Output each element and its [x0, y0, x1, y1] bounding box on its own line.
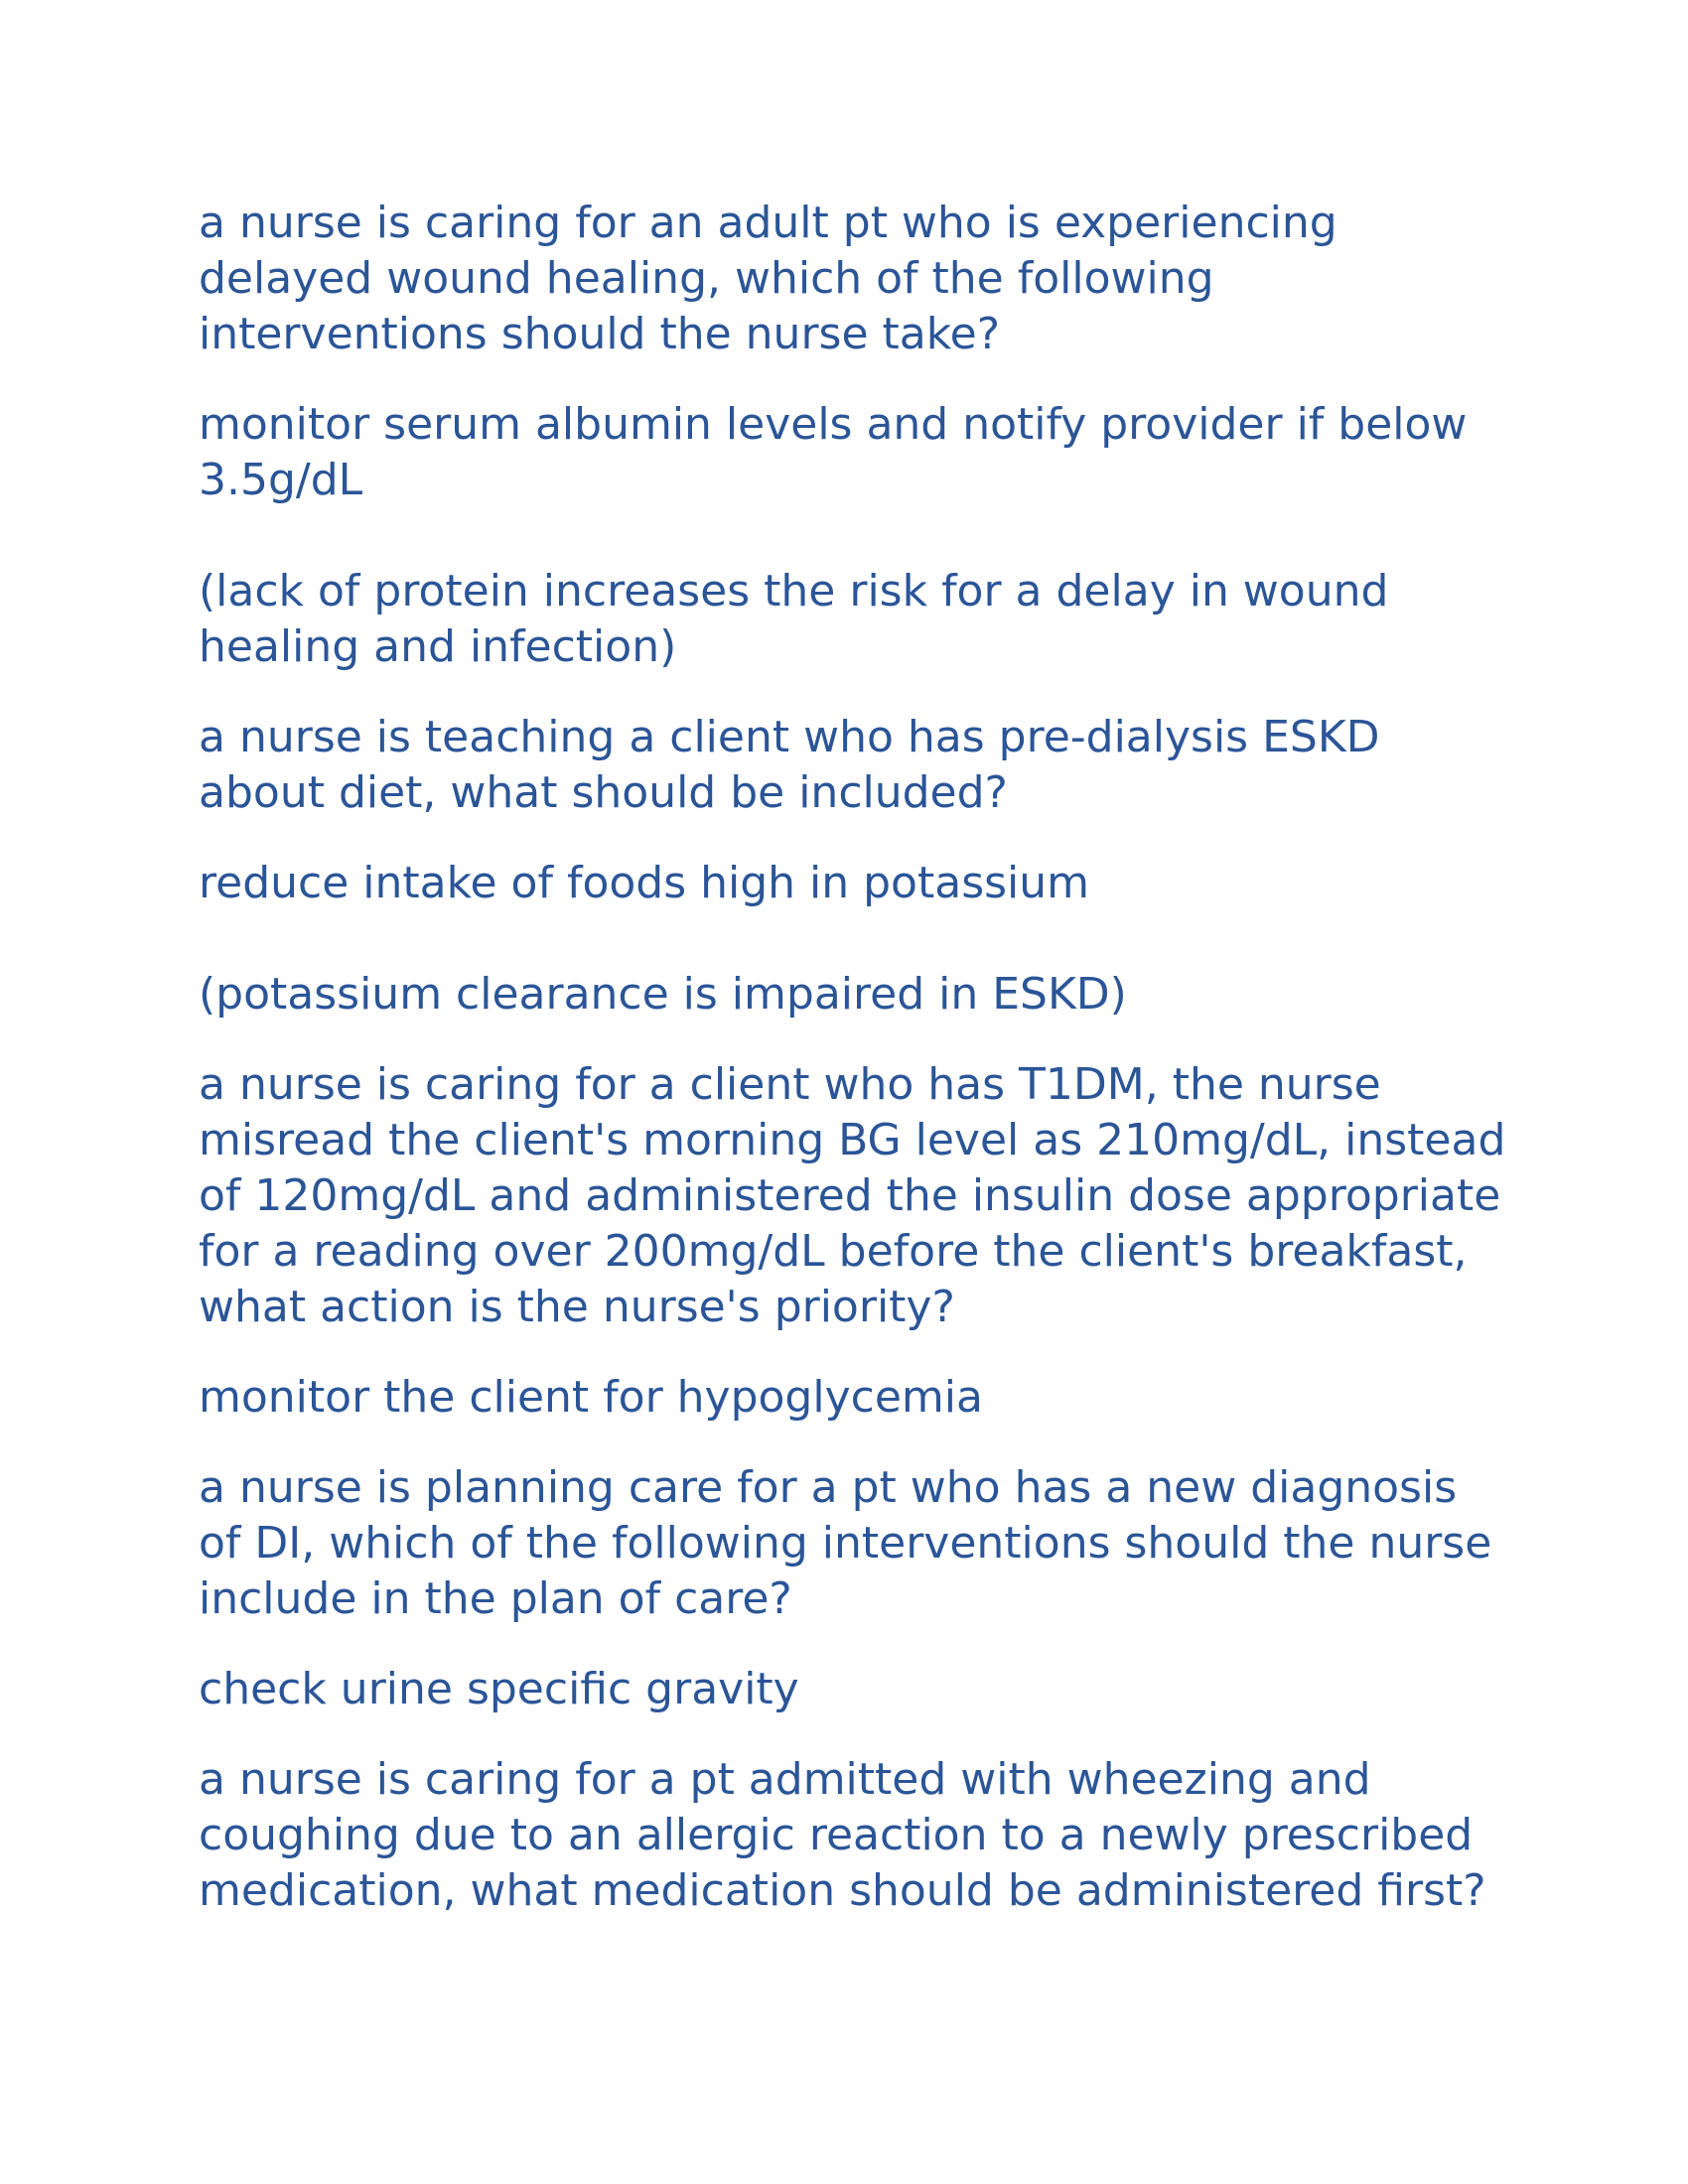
answer-1: monitor serum albumin levels and notify provider if below 3.5g/dL: [199, 399, 1468, 505]
question-3: a nurse is caring for a client who has T1DM, the nurse misread the client's morning BG level as 210mg/dL, instead of 120mg/dL and administered the insulin dose appropriate for a reading over 200mg/dL before the client's breakfast, what action is the nurse's priority?: [199, 1059, 1506, 1332]
answer-4: check urine specific gravity: [199, 1664, 799, 1714]
question-2: a nurse is teaching a client who has pre-dialysis ESKD about diet, what should be included?: [199, 712, 1380, 818]
rationale-1: (lack of protein increases the risk for a delay in wound healing and infection): [199, 566, 1389, 672]
question-4: a nurse is planning care for a pt who has a new diagnosis of DI, which of the following interventions should the nurse include in the plan of care?: [199, 1462, 1492, 1624]
rationale-2: (potassium clearance is impaired in ESKD): [199, 969, 1127, 1020]
question-1: a nurse is caring for an adult pt who is experiencing delayed wound healing, which of the following interventions should the nurse take?: [199, 198, 1337, 359]
question-5: a nurse is caring for a pt admitted with wheezing and coughing due to an allergic reaction to a newly prescribed medication, what medication should be administered first?: [199, 1754, 1486, 1916]
answer-2: reduce intake of foods high in potassium: [199, 858, 1090, 908]
document-body: [199, 196, 1509, 1954]
answer-3: monitor the client for hypoglycemia: [199, 1372, 983, 1423]
